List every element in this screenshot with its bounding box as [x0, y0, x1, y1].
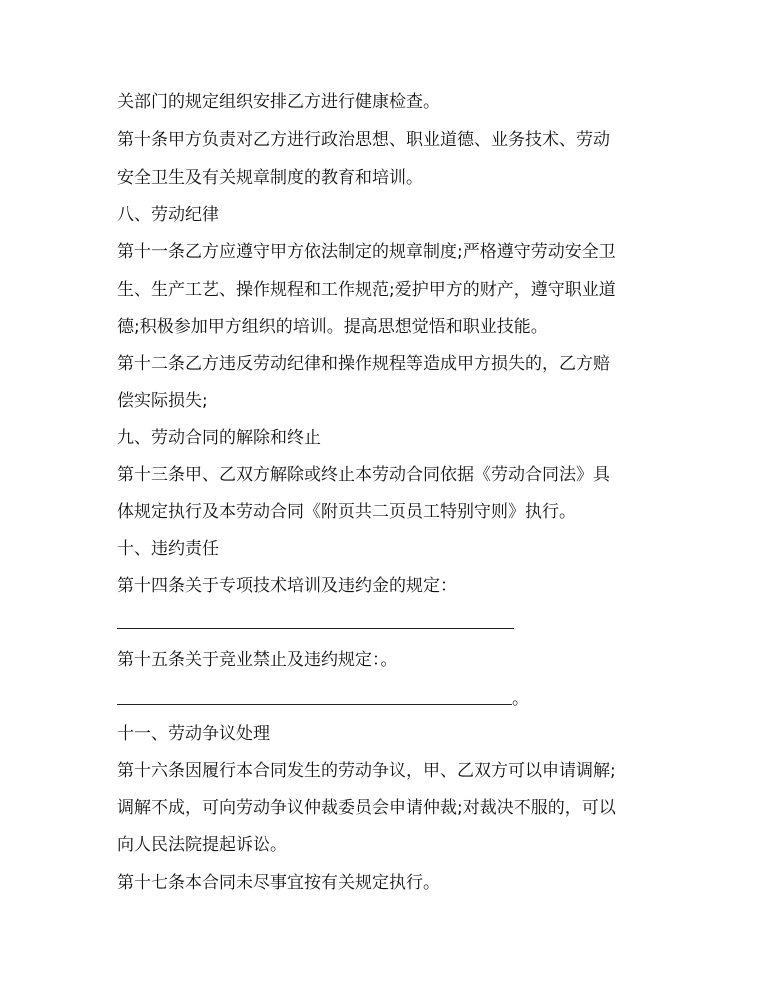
- text-line-15: 第十五条关于竞业禁止及违约规定：。: [117, 650, 398, 670]
- text-line-20: 第十七条本合同未尽事宜按有关规定执行。: [117, 873, 440, 893]
- section-heading-11: 十一、劳动争议处理: [117, 724, 270, 744]
- section-heading-10: 十、违约责任: [117, 539, 219, 559]
- text-line-19: 向人民法院提起诉讼。: [117, 835, 287, 855]
- text-line-5: 第十一条乙方应遵守甲方依法制定的规章制度;严格遵守劳动安全卫: [117, 242, 616, 262]
- text-line-1: 关部门的规定组织安排乙方进行健康检查。: [117, 92, 440, 112]
- section-heading-8: 八、劳动纪律: [117, 205, 219, 225]
- text-line-17: 第十六条因履行本合同发生的劳动争议，甲、乙双方可以申请调解;: [117, 761, 616, 781]
- section-heading-9: 九、劳动合同的解除和终止: [117, 428, 321, 448]
- text-line-7: 德;积极参加甲方组织的培训。提高思想觉悟和职业技能。: [117, 317, 548, 337]
- text-line-6: 生、生产工艺、操作规程和工作规范;爱护甲方的财产，遵守职业道: [117, 280, 616, 300]
- text-line-12: 体规定执行及本劳动合同《附页共二页员工特别守则》执行。: [117, 502, 576, 522]
- text-line-9: 偿实际损失;: [117, 391, 208, 411]
- text-line-3: 安全卫生及有关规章制度的教育和培训。: [117, 168, 423, 188]
- text-line-18: 调解不成，可向劳动争议仲裁委员会申请仲裁;对裁决不服的，可以: [117, 798, 616, 818]
- text-line-8: 第十二条乙方违反劳动纪律和操作规程等造成甲方损失的，乙方赔: [117, 354, 610, 374]
- text-line-11: 第十三条甲、乙双方解除或终止本劳动合同依据《劳动合同法》具: [117, 465, 610, 485]
- blank-fill-line-1: [117, 628, 514, 629]
- blank-end-mark: 。: [512, 689, 529, 709]
- blank-fill-line-2: [117, 704, 512, 705]
- text-line-2: 第十条甲方负责对乙方进行政治思想、职业道德、业务技术、劳动: [117, 130, 610, 150]
- text-line-14: 第十四条关于专项技术培训及违约金的规定：: [117, 576, 457, 596]
